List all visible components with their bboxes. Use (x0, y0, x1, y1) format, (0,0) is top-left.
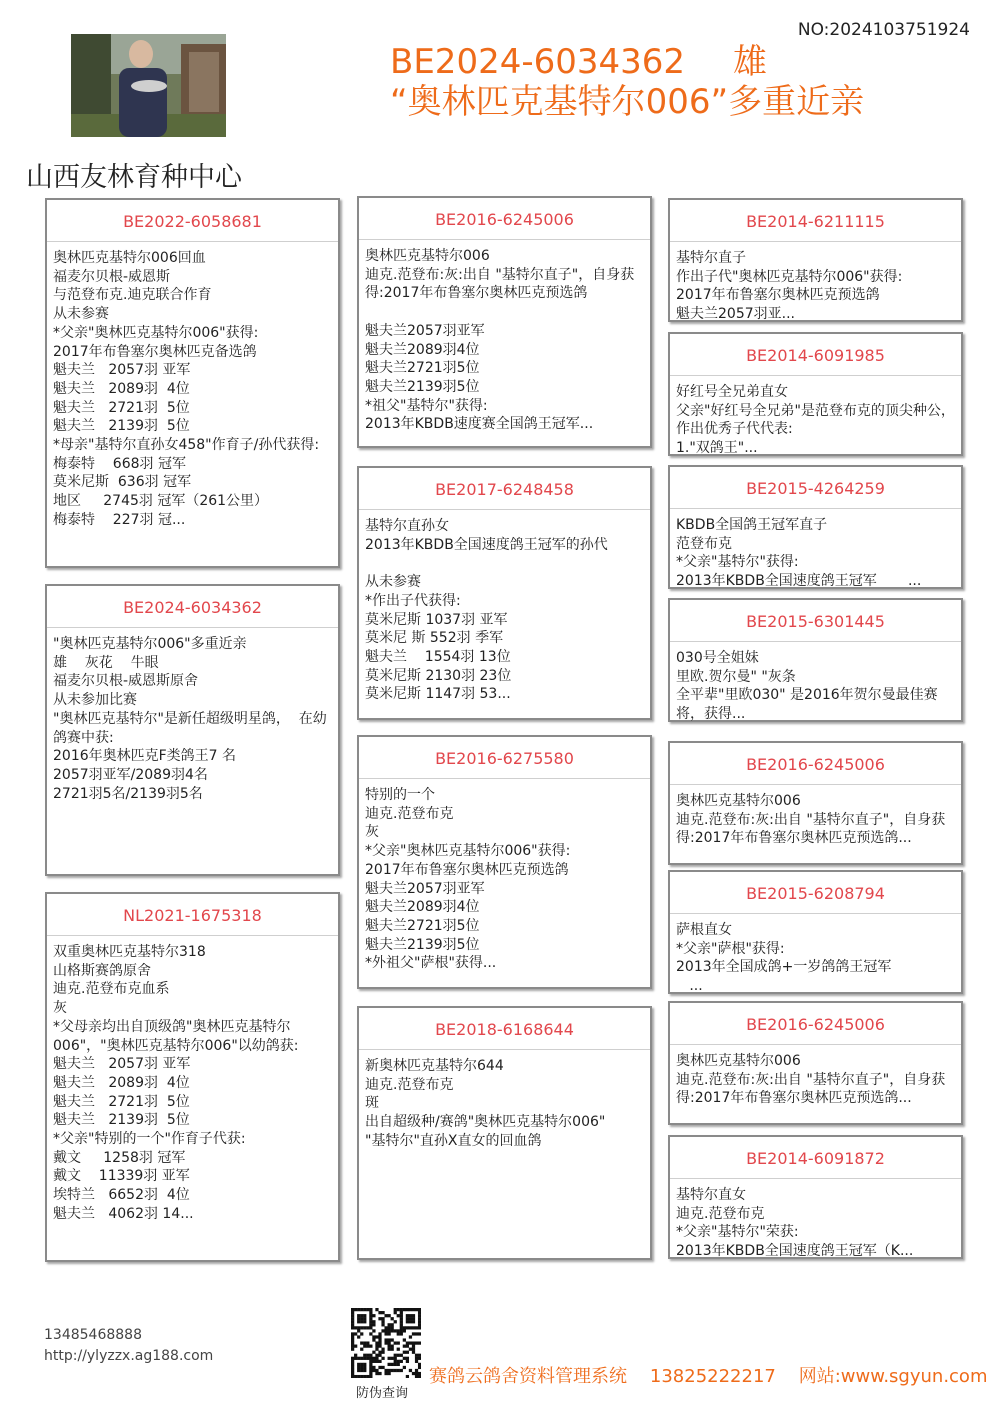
pedigree-card-left-bottom (45, 892, 340, 1262)
headline-name: “奥林匹克基特尔006”多重近亲 (390, 82, 865, 122)
pedigree-card-dam (357, 466, 652, 720)
headline-sex: 雄 (733, 42, 768, 82)
pedigree-card-gd2 (668, 598, 963, 722)
ring-number: BE2016-6275580 (359, 737, 650, 779)
loft-name: 山西友林育种中心 (26, 162, 242, 193)
pedigree-card-subject (45, 584, 340, 876)
card-text: 奥林匹克基特尔006回血 福麦尔贝根-威恩斯 与范登布克.迪克联合作育 从未参赛 *父亲"奥林匹克基特尔006"获得: 2017年布鲁塞尔奥林匹克备选鸽 魁夫兰 2057羽 亚军 魁夫兰 2089羽 4位 魁夫兰 2721羽 5位 魁夫兰 2139羽 5位 *母亲"基特尔直孙女458"作育子/孙代获得: 梅泰特 668羽 冠军 莫米尼斯 636羽 冠军 地区 2745羽 冠军（261公里） 梅泰特 227羽 冠... (53, 250, 320, 528)
card-text: "奥林匹克基特尔006"多重近亲 雄 灰花 牛眼 福麦尔贝根-威恩斯原舍 从未参加比赛 "奥林匹克基特尔"是新任超级明星鸽， 在幼鸽赛中获: 2016年奥林匹克F类鸽王7 名 2057羽亚军/2089羽4名 2721羽5名/2139羽5名 (53, 636, 327, 802)
card-text: 基特尔直孙女 2013年KBDB全国速度鸽王冠军的孙代 从未参赛 *作出子代获得: 莫米尼斯 1037羽 亚军 莫米尼 斯 552羽 季军 魁夫兰 1554羽 13位 莫米尼斯 2130羽 23位 莫米尼斯 1147羽 53... (365, 518, 608, 703)
owner-photo (71, 34, 226, 137)
pedigree-card-gs3 (668, 741, 963, 865)
pedigree-card-mid-dam2 (357, 1006, 652, 1260)
qr-code-icon[interactable] (351, 1308, 421, 1378)
ring-number: BE2024-6034362 (47, 586, 338, 628)
headline-ring: BE2024-6034362 (390, 42, 686, 82)
ring-number: BE2014-6211115 (670, 200, 961, 242)
card-text: 基特尔直子 作出子代"奥林匹克基特尔006"获得: 2017年布鲁塞尔奥林匹克预选鸽 魁夫兰2057羽亚... (676, 250, 903, 323)
pedigree-card-gs2 (668, 465, 963, 589)
ring-number: BE2016-6245006 (670, 743, 961, 785)
card-text: 奥林匹克基特尔006 迪克.范登布:灰:出自 "基特尔直子"，自身获得:2017年布鲁塞尔奥林匹克预选鸽... (676, 1053, 946, 1107)
card-text: 奥林匹克基特尔006 迪克.范登布:灰:出自 "基特尔直子"，自身获得:2017年布鲁塞尔奥林匹克预选鸽... (676, 793, 946, 847)
headline (390, 42, 864, 122)
ring-number: BE2015-6208794 (670, 872, 961, 914)
card-text: KBDB全国鸽王冠军直子 范登布克 *父亲"基特尔"获得: 2013年KBDB全国速度鸽王冠军 ... (676, 517, 922, 590)
ring-number: BE2016-6245006 (670, 1003, 961, 1045)
document-number: NO:2024103751924 (797, 20, 970, 40)
contact-website[interactable]: http://ylyzzx.ag188.com (44, 1348, 214, 1364)
pedigree-card-gs4 (668, 1001, 963, 1125)
ring-number: NL2021-1675318 (47, 894, 338, 936)
pedigree-card-left-top (45, 198, 340, 568)
pedigree-card-gd3 (668, 870, 963, 994)
ring-number: BE2017-6248458 (359, 468, 650, 510)
card-text: 奥林匹克基特尔006 迪克.范登布:灰:出自 "基特尔直子"，自身获得:2017年布鲁塞尔奥林匹克预选鸽 魁夫兰2057羽亚军 魁夫兰2089羽4位 魁夫兰2721羽5位 魁夫兰2139羽5位 *祖父"基特尔"获得: 2013年KBDB速度赛全国鸽王冠军... (365, 248, 635, 433)
pedigree-card-mid-sire2 (357, 735, 652, 989)
qr-label: 防伪查询 (356, 1386, 409, 1401)
card-text: 萨根直女 *父亲"萨根"获得: 2013年全国成鸽+一岁鸽鸽王冠军 ... (676, 922, 892, 995)
card-text: 基特尔直女 迪克.范登布克 *父亲"基特尔"荣获: 2013年KBDB全国速度鸽王冠军（K... (676, 1187, 914, 1260)
pedigree-card-sire (357, 196, 652, 448)
system-footer: 赛鸽云鸽舍资料管理系统 13825222217 网站:www.sgyun.com (429, 1366, 988, 1387)
card-text: 特别的一个 迪克.范登布克 灰 *父亲"奥林匹克基特尔006"获得: 2017年布鲁塞尔奥林匹克预选鸽 魁夫兰2057羽亚军 魁夫兰2089羽4位 魁夫兰2721羽5位 魁夫兰2139羽5位 *外祖父"萨根"获得... (365, 787, 571, 972)
card-text: 双重奥林匹克基特尔318 山格斯赛鸽原舍 迪克.范登布克血系 灰 *父母亲均出自顶级鸽"奥林匹克基特尔006"，"奥林匹克基特尔006"以幼鸽获: 魁夫兰 2057羽 亚军 魁夫兰 2089羽 4位 魁夫兰 2721羽 5位 魁夫兰 2139羽 5位 *父亲"特别的一个"作育子代获: 戴文 1258羽 冠军 戴文 11339羽 亚军 埃特兰 6652羽 4位 魁夫兰 4062羽 14... (53, 944, 299, 1222)
ring-number: BE2014-6091872 (670, 1137, 961, 1179)
contact-info (44, 1325, 213, 1367)
ring-number: BE2014-6091985 (670, 334, 961, 376)
pedigree-card-gs1 (668, 198, 963, 322)
ring-number: BE2015-4264259 (670, 467, 961, 509)
ring-number: BE2022-6058681 (47, 200, 338, 242)
pedigree-card-gd1 (668, 332, 963, 456)
pedigree-card-gd4 (668, 1135, 963, 1259)
contact-phone: 13485468888 (44, 1327, 142, 1343)
card-text: 好红号全兄弟直女 父亲"好红号全兄弟"是范登布克的顶尖种公，作出优秀子代代表: 1."双鸽王"... (676, 384, 955, 457)
ring-number: BE2016-6245006 (359, 198, 650, 240)
card-text: 新奥林匹克基特尔644 迪克.范登布克 斑 出自超级种/赛鸽"奥林匹克基特尔006" "基特尔"直孙X直女的回血鸽 (365, 1058, 606, 1149)
ring-number: BE2015-6301445 (670, 600, 961, 642)
card-text: 030号全姐妹 里欧.贺尔曼" "灰条 全平辈"里欧030" 是2016年贺尔曼最佳赛将，获得... (676, 650, 938, 723)
ring-number: BE2018-6168644 (359, 1008, 650, 1050)
